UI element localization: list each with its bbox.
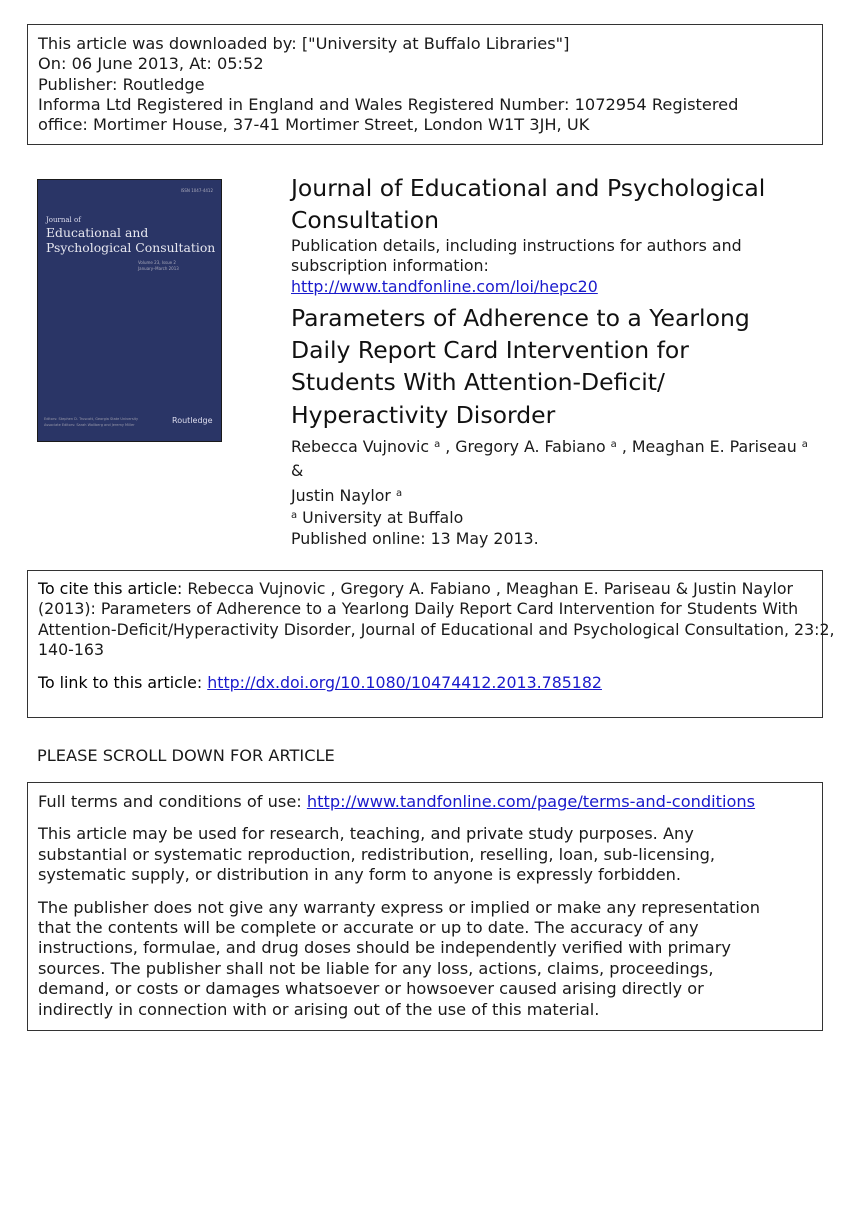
download-info-box	[27, 24, 823, 145]
terms-paragraph-1	[38, 824, 822, 885]
cover-title-line: Psychological Consultation	[46, 239, 216, 255]
affiliation-block	[291, 508, 821, 549]
terms-text-line: that the contents will be complete or accurate or up to date. The accuracy of any	[38, 918, 699, 938]
title-line: Students With Attention-Deficit/	[291, 368, 665, 397]
cite-line: Attention-Deficit/Hyperactivity Disorder, Journal of Educational and Psychological Consultation, 23:2,	[38, 619, 835, 639]
terms-text-line: systematic supply, or distribution in any form to anyone is expressly forbidden.	[38, 865, 682, 885]
terms-paragraph-2	[38, 898, 822, 1020]
cover-title-line: Educational and	[46, 225, 149, 240]
terms-link[interactable]: http://www.tandfonline.com/page/terms-and-conditions	[306, 792, 756, 811]
affiliation-mark: a	[434, 438, 441, 450]
article-title	[291, 302, 821, 431]
scroll-notice: PLEASE SCROLL DOWN FOR ARTICLE	[37, 746, 335, 765]
author-name: Gregory A. Fabiano	[455, 436, 606, 456]
cite-label: To cite this article:	[38, 579, 183, 598]
download-line: Informa Ltd Registered in England and Wales Registered Number: 1072954 Registered	[38, 94, 739, 114]
doi-link[interactable]: http://dx.doi.org/10.1080/10474412.2013.785182	[207, 672, 602, 692]
cite-line: 140-163	[38, 640, 105, 660]
journal-name	[291, 172, 821, 236]
details-line: Publication details, including instructions for authors and	[291, 236, 742, 255]
cover-volume-line: Volume 23, Issue 2	[138, 260, 176, 265]
terms-text-line: The publisher does not give any warranty express or implied or make any representation	[38, 897, 761, 917]
cover-volume-sub: January–March 2013	[138, 266, 179, 271]
citation-box	[27, 570, 835, 718]
terms-label: Full terms and conditions of use:	[38, 792, 307, 811]
terms-text-line: sources. The publisher shall not be liable for any loss, actions, claims, proceedings,	[38, 958, 714, 978]
affiliation-mark: a	[610, 438, 617, 450]
journal-name-line: Consultation	[291, 206, 439, 234]
article-header	[291, 172, 821, 549]
cover-volume	[138, 260, 179, 272]
terms-text-line: indirectly in connection with or arising out of the use of this material.	[38, 999, 600, 1019]
cover-journal-title	[46, 226, 215, 255]
link-label: To link to this article:	[38, 672, 208, 692]
author-name: Justin Naylor	[291, 485, 391, 505]
cover-editors	[44, 416, 162, 428]
cite-text: Rebecca Vujnovic , Gregory A. Fabiano , Meaghan E. Pariseau & Justin Naylor	[182, 579, 793, 598]
cover-editors-line: Associate Editors: Sarah Wollberg and Jeremy Miller	[44, 423, 135, 427]
routledge-logo: Routledge	[172, 416, 213, 425]
title-line: Daily Report Card Intervention for	[291, 336, 689, 365]
download-line: This article was downloaded by: ["University at Buffalo Libraries"]	[38, 34, 570, 53]
link-line	[38, 673, 822, 693]
affiliation-name: University at Buffalo	[302, 508, 464, 528]
journal-url-link[interactable]: http://www.tandfonline.com/loi/hepc20	[291, 276, 598, 296]
download-line: On: 06 June 2013, At: 05:52	[38, 54, 264, 74]
published-date: Published online: 13 May 2013.	[291, 528, 539, 548]
terms-text-line: This article may be used for research, teaching, and private study purposes. Any	[38, 824, 694, 844]
journal-cover-image	[37, 179, 222, 442]
terms-text-line: substantial or systematic reproduction, redistribution, reselling, loan, sub-licensing,	[38, 844, 716, 864]
cover-editors-line: Editors: Stephen D. Truscott, Georgia State University	[44, 417, 139, 421]
cover-issn: ISSN 1047-4412	[180, 188, 213, 193]
author-name: Meaghan E. Pariseau	[631, 436, 797, 456]
terms-box	[27, 782, 823, 1031]
cover-journal-prefix: Journal of	[46, 216, 81, 224]
affiliation-mark: a	[395, 487, 403, 499]
cite-line	[38, 579, 822, 599]
cite-line: (2013): Parameters of Adherence to a Yearlong Daily Report Card Intervention for Students With	[38, 599, 799, 619]
terms-line	[38, 792, 822, 812]
title-line: Parameters of Adherence to a Yearlong	[291, 303, 750, 332]
author-list: Rebecca Vujnovic $^a$ , Gregory A. Fabiano $^a$ , Meaghan E. Pariseau $^a$ & Justin Naylor $^a$	[291, 436, 808, 505]
terms-text-line: instructions, formulae, and drug doses should be independently verified with primary	[38, 938, 731, 958]
download-line: office: Mortimer House, 37-41 Mortimer Street, London W1T 3JH, UK	[38, 115, 590, 135]
download-line: Publisher: Routledge	[38, 74, 205, 94]
terms-text-line: demand, or costs or damages whatsoever or howsoever caused arising directly or	[38, 979, 704, 999]
journal-name-line: Journal of Educational and Psychological	[291, 174, 766, 202]
publication-details	[291, 236, 821, 297]
title-line: Hyperactivity Disorder	[291, 400, 556, 429]
author-name: Rebecca Vujnovic	[291, 436, 430, 456]
affiliation-mark: a	[801, 438, 808, 450]
details-line: subscription information:	[291, 256, 489, 276]
affiliation-mark: a	[291, 510, 298, 522]
affiliation	[291, 508, 821, 528]
